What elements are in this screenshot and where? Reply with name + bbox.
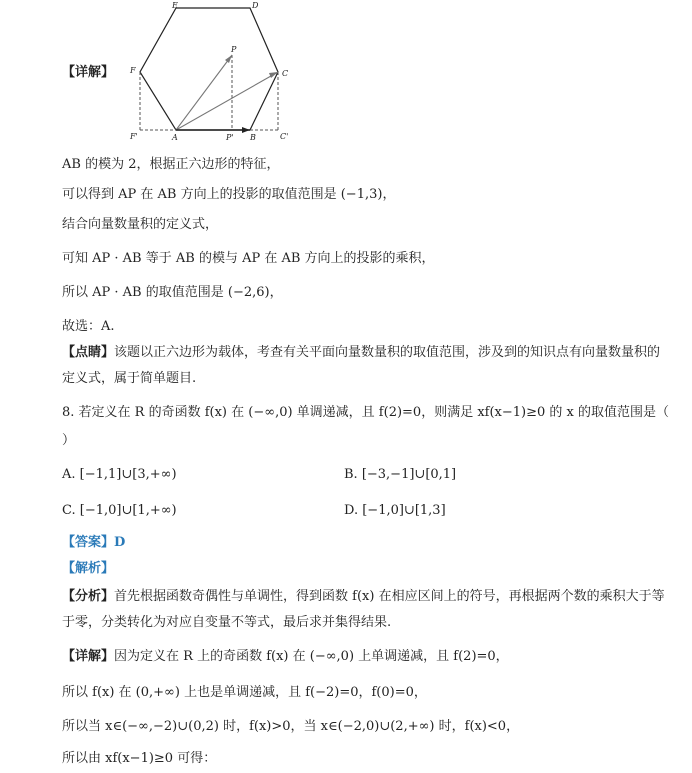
label-P-prime: P' — [226, 133, 234, 140]
comment-line-1 — [62, 344, 660, 362]
analysis-label: 【解析】 — [62, 561, 115, 576]
arrow-B — [242, 127, 250, 133]
label-C-prime: C' — [280, 132, 289, 140]
option-d: D. [−1,0]∪[1,3] — [344, 503, 446, 518]
detail-label: 【详解】 — [62, 65, 115, 80]
label-A: A — [172, 133, 178, 140]
hexagon-figure — [128, 0, 298, 140]
label-D: D — [252, 1, 259, 10]
detail2-line-4: 所以由 xf(x−1)≥0 可得： — [62, 751, 217, 766]
analysis-sub-label: 【分析】 — [62, 589, 115, 604]
question-8-line-2: ） — [62, 433, 76, 448]
solution-line-1: AB 的模为 2，根据正六边形的特征， — [62, 157, 280, 172]
detail2-line-2: 所以 f(x) 在 (0,+∞) 上也是单调递减，且 f(−2)=0，f(0)=0， — [62, 685, 427, 700]
vector-AC — [176, 72, 278, 130]
option-a: A. [−1,1]∪[3,+∞) — [62, 467, 177, 482]
option-b: B. [−3,−1]∪[0,1] — [344, 467, 457, 482]
solution-line-4: 可知 AP · AB 等于 AB 的模与 AP 在 AB 方向上的投影的乘积， — [62, 251, 435, 266]
detail2-label: 【详解】 — [62, 649, 115, 664]
solution-line-5: 所以 AP · AB 的取值范围是 (−2,6)， — [62, 285, 283, 300]
comment-text-1: 该题以正六边形为载体，考查有关平面向量数量积的取值范围，涉及到的知识点有向量数量积的 — [114, 345, 661, 360]
label-F-prime: F' — [130, 132, 138, 140]
comment-line-2: 定义式，属于简单题目. — [62, 371, 197, 386]
option-c: C. [−1,0]∪[1,+∞) — [62, 503, 177, 518]
detail2-line-1 — [62, 648, 509, 666]
comment-label: 【点睛】 — [62, 345, 115, 360]
solution-line-2: 可以得到 AP 在 AB 方向上的投影的取值范围是 (−1,3)， — [62, 187, 396, 202]
detail2-line-3: 所以当 x∈(−∞,−2)∪(0,2) 时，f(x)>0，当 x∈(−2,0)∪(2,+∞) 时，f(x)<0， — [62, 719, 520, 734]
vector-AP — [176, 55, 232, 130]
label-E: E — [172, 1, 178, 10]
arrow-P — [225, 55, 232, 63]
analysis-line-2: 于零，分类转化为对应自变量不等式，最后求并集得结果. — [62, 615, 392, 630]
answer-label: 【答案】 — [62, 535, 115, 550]
answer-value: D — [114, 535, 126, 550]
question-8-line-1: 8. 若定义在 R 的奇函数 f(x) 在 (−∞,0) 单调递减，且 f(2)=0，则满足 xf(x−1)≥0 的 x 的取值范围是（ — [62, 405, 670, 420]
analysis-line-1 — [62, 588, 665, 606]
label-B: B — [250, 133, 256, 140]
analysis-text-1: 首先根据函数奇偶性与单调性，得到函数 f(x) 在相应区间上的符号，再根据两个数的乘积大于等 — [114, 589, 665, 604]
label-P: P — [231, 45, 237, 54]
solution-line-6: 故选：A. — [62, 319, 115, 334]
label-C: C — [282, 69, 289, 78]
detail2-text-1: 因为定义在 R 上的奇函数 f(x) 在 (−∞,0) 上单调递减，且 f(2)=0， — [114, 649, 509, 664]
answer-line — [62, 534, 125, 552]
label-F: F — [130, 66, 136, 75]
hexagon-diagram — [128, 0, 298, 140]
solution-line-3: 结合向量数量积的定义式， — [62, 217, 219, 232]
